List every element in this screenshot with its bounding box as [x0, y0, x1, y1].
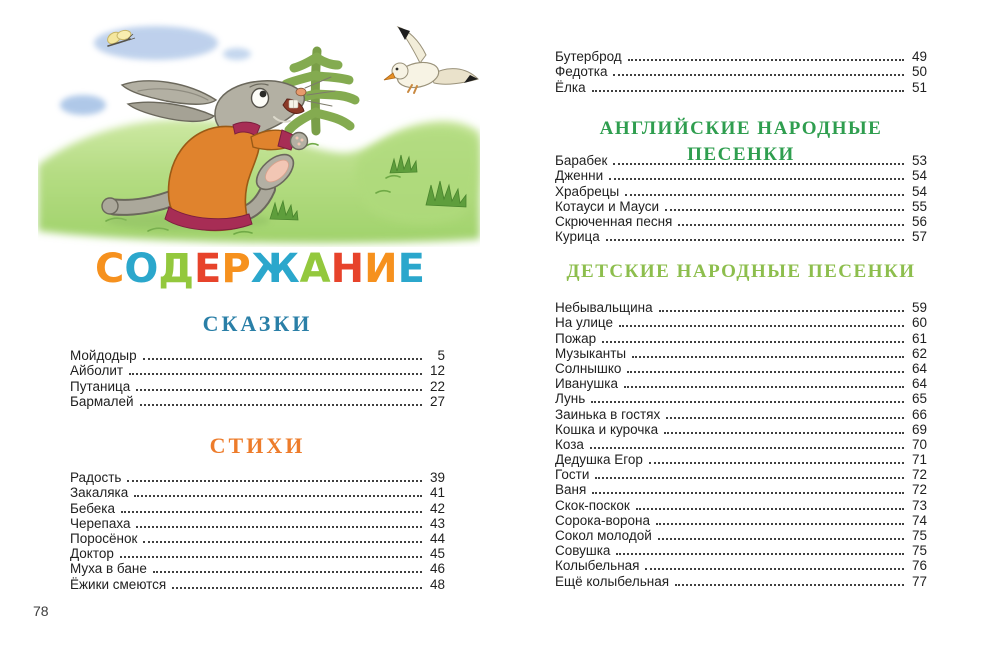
toc-entry-row [70, 348, 445, 363]
toc-entry-page-number: 12 [429, 363, 445, 379]
toc-entry-page-number: 54 [911, 168, 927, 184]
dot-leader [591, 401, 904, 403]
toc-entry-title: Барабек [555, 153, 608, 169]
dot-leader [590, 447, 904, 449]
cloud-icon [60, 95, 106, 115]
toc-entry-page-number: 75 [911, 528, 927, 543]
dot-leader [624, 386, 904, 388]
toc-entry-title: Муха в бане [70, 561, 147, 577]
toc-entry-row [555, 543, 927, 558]
toc-entry-row [555, 573, 927, 588]
toc-entry-page-number: 39 [429, 470, 445, 486]
toc-entry-page-number: 59 [911, 300, 927, 316]
dot-leader [153, 571, 422, 573]
toc-entry-page-number: 42 [429, 500, 445, 516]
dot-leader [616, 553, 904, 555]
toc-entry-row [555, 513, 927, 528]
meadow-highlight [355, 127, 478, 225]
section-heading-stihi: СТИХИ [209, 433, 306, 458]
dot-leader [127, 480, 422, 482]
dot-leader [632, 356, 904, 358]
toc-entry-title: Храбрецы [555, 183, 620, 199]
toc-entry-title: Закаляка [70, 485, 129, 501]
contents-title [60, 246, 460, 292]
toc-entry-title: Музыканты [555, 345, 627, 361]
toc-entry-page-number: 55 [911, 198, 927, 214]
toc-entry-page-number: 57 [911, 229, 927, 245]
toc-entry-row [555, 229, 927, 244]
toc-entry-row [555, 497, 927, 512]
dot-leader [664, 432, 904, 434]
toc-entry-title: Лунь [555, 391, 586, 407]
toc-entry-title: Кошка и курочка [555, 421, 659, 437]
dot-leader [134, 495, 422, 497]
toc-entry-row [555, 406, 927, 421]
toc-entry-title: Ещё колыбельная [555, 573, 670, 589]
toc-entry-title: Поросёнок [70, 530, 138, 546]
dot-leader [649, 462, 904, 464]
toc-list-english-songs [555, 153, 927, 244]
dot-leader [602, 341, 904, 343]
toc-entry-page-number: 72 [911, 467, 927, 483]
dot-leader [120, 556, 422, 558]
toc-entry-row [70, 546, 445, 561]
toc-entry-title: Солнышко [555, 360, 622, 376]
toc-entry-page-number: 76 [911, 558, 927, 574]
toc-entry-page-number: 51 [911, 79, 927, 95]
toc-entry-title: Дженни [555, 168, 604, 184]
hare-illustration [38, 13, 480, 247]
toc-entry-row [555, 49, 927, 64]
toc-entry-page-number: 70 [911, 436, 927, 452]
toc-entry-row [555, 467, 927, 482]
toc-entry-title: На улице [555, 315, 613, 331]
toc-entry-row [555, 391, 927, 406]
dot-leader [627, 371, 904, 373]
seagull-icon [384, 27, 478, 93]
dot-leader [613, 74, 904, 76]
toc-entry-row [555, 422, 927, 437]
dot-leader [140, 404, 422, 406]
toc-entry-row [555, 376, 927, 391]
dot-leader [609, 178, 904, 180]
toc-entry-page-number: 75 [911, 543, 927, 559]
toc-entry-row [70, 576, 445, 591]
toc-entry-title: Сорока-ворона [555, 512, 650, 528]
toc-entry-row [555, 452, 927, 467]
right-page [500, 0, 1000, 654]
title-letter: О [124, 246, 159, 292]
dot-leader [143, 541, 422, 543]
title-letter: Н [330, 246, 365, 292]
toc-entry-title: Доктор [70, 546, 114, 562]
toc-entry-page-number: 56 [911, 213, 927, 229]
toc-entry-title: Скок-поскок [555, 497, 630, 513]
toc-entry-page-number: 46 [429, 561, 445, 577]
toc-entry-title: Курица [555, 229, 600, 245]
page-number-folio: 78 [33, 603, 49, 619]
toc-entry-title: Заинька в гостях [555, 406, 661, 422]
dot-leader [121, 511, 422, 513]
toc-entry-title: Радость [70, 470, 122, 486]
toc-entry-page-number: 60 [911, 315, 927, 331]
dot-leader [636, 508, 904, 510]
toc-entry-row [70, 500, 445, 515]
toc-entry-row [555, 214, 927, 229]
dot-leader [136, 526, 422, 528]
toc-entry-row [70, 516, 445, 531]
dot-leader [659, 310, 904, 312]
toc-entry-page-number: 72 [911, 482, 927, 498]
toc-entry-title: Путаница [70, 378, 131, 394]
toc-entry-page-number: 62 [911, 345, 927, 361]
dot-leader [656, 523, 904, 525]
toc-entry-row [555, 79, 927, 94]
toc-list-skazki [70, 348, 445, 409]
toc-entry-title: Котауси и Мауси [555, 198, 660, 214]
dot-leader [675, 584, 904, 586]
toc-entry-row [70, 378, 445, 393]
toc-entry-row [70, 561, 445, 576]
toc-entry-row [555, 315, 927, 330]
toc-entry-page-number: 50 [911, 64, 927, 80]
toc-entry-page-number: 53 [911, 153, 927, 169]
toc-entry-title: Совушка [555, 543, 611, 559]
toc-entry-row [555, 528, 927, 543]
toc-entry-page-number: 74 [911, 512, 927, 528]
dot-leader [606, 239, 904, 241]
toc-entry-page-number: 44 [429, 530, 445, 546]
toc-entry-row [555, 482, 927, 497]
toc-entry-row [555, 153, 927, 168]
title-letter: С [95, 246, 125, 292]
section-heading-english-songs: АНГЛИЙСКИЕ НАРОДНЫЕ ПЕСЕНКИ [599, 118, 883, 165]
dot-leader [658, 538, 904, 540]
toc-entry-title: Небывальщина [555, 300, 653, 316]
toc-entry-row [555, 168, 927, 183]
toc-entry-title: Ёжики смеются [70, 576, 167, 592]
toc-entry-page-number: 5 [437, 348, 445, 364]
dot-leader [592, 90, 904, 92]
dot-leader [136, 389, 422, 391]
dot-leader [619, 325, 904, 327]
toc-entry-row [70, 394, 445, 409]
toc-entry-title: Бутерброд [555, 49, 622, 65]
dot-leader [666, 417, 904, 419]
cloud-icon [223, 48, 251, 60]
toc-entry-page-number: 43 [429, 515, 445, 531]
dot-leader [172, 587, 422, 589]
toc-entry-title: Бармалей [70, 393, 134, 409]
toc-entry-page-number: 64 [911, 360, 927, 376]
toc-entry-page-number: 77 [911, 573, 927, 589]
toc-entry-title: Иванушка [555, 376, 618, 392]
toc-entry-row [70, 485, 445, 500]
toc-entry-page-number: 65 [911, 391, 927, 407]
title-letter: Е [194, 246, 222, 292]
toc-entry-row [555, 300, 927, 315]
toc-entry-row [555, 558, 927, 573]
toc-entry-title: Бебека [70, 500, 116, 516]
dot-leader [678, 224, 904, 226]
toc-entry-row [70, 531, 445, 546]
toc-entry-page-number: 73 [911, 497, 927, 513]
section-heading-skazki: СКАЗКИ [202, 311, 313, 336]
toc-entry-page-number: 69 [911, 421, 927, 437]
title-letter: Е [397, 246, 425, 292]
dot-leader [129, 373, 422, 375]
section-heading-children-songs: ДЕТСКИЕ НАРОДНЫЕ ПЕСЕНКИ [566, 261, 916, 282]
toc-entry-title: Мойдодыр [70, 348, 137, 364]
title-letter: А [299, 246, 331, 292]
toc-entry-row [70, 470, 445, 485]
title-letter: Ж [250, 246, 300, 292]
toc-entry-page-number: 48 [429, 576, 445, 592]
dot-leader [613, 163, 904, 165]
toc-entry-page-number: 66 [911, 406, 927, 422]
toc-entry-page-number: 71 [911, 452, 927, 468]
toc-entry-row [555, 346, 927, 361]
dot-leader [592, 492, 904, 494]
title-letter: Р [221, 246, 251, 292]
toc-entry-title: Колыбельная [555, 558, 640, 574]
toc-entry-page-number: 41 [429, 485, 445, 501]
toc-entry-title: Сокол молодой [555, 528, 652, 543]
toc-entry-page-number: 61 [911, 330, 927, 346]
toc-entry-title: Ваня [555, 482, 587, 498]
dot-leader [645, 568, 904, 570]
dot-leader [625, 194, 904, 196]
toc-entry-page-number: 22 [429, 378, 445, 394]
title-letter: И [364, 246, 398, 292]
toc-entry-title: Коза [555, 436, 584, 452]
toc-entry-title: Дедушка Егор [555, 452, 643, 468]
dot-leader [143, 358, 422, 360]
toc-list-stihi [70, 470, 445, 592]
toc-entry-row [555, 330, 927, 345]
title-letter: Д [158, 246, 195, 292]
toc-list-children-songs [555, 300, 927, 589]
toc-list-stihi-continuation [555, 49, 927, 95]
toc-entry-page-number: 45 [429, 546, 445, 562]
dot-leader [628, 59, 904, 61]
toc-entry-title: Скрюченная песня [555, 213, 673, 229]
toc-entry-row [70, 363, 445, 378]
toc-entry-row [555, 64, 927, 79]
toc-entry-title: Ёлка [555, 79, 586, 95]
toc-entry-title: Федотка [555, 64, 608, 80]
toc-entry-row [555, 437, 927, 452]
toc-entry-row [555, 183, 927, 198]
toc-entry-title: Черепаха [70, 515, 131, 531]
toc-entry-page-number: 49 [911, 49, 927, 65]
toc-entry-page-number: 64 [911, 376, 927, 392]
toc-entry-title: Пожар [555, 330, 597, 346]
toc-entry-title: Айболит [70, 363, 124, 379]
toc-entry-page-number: 54 [911, 183, 927, 199]
toc-entry-title: Гости [555, 467, 590, 483]
dot-leader [595, 477, 904, 479]
toc-entry-row [555, 361, 927, 376]
toc-entry-page-number: 27 [429, 393, 445, 409]
toc-entry-row [555, 199, 927, 214]
dot-leader [665, 209, 904, 211]
